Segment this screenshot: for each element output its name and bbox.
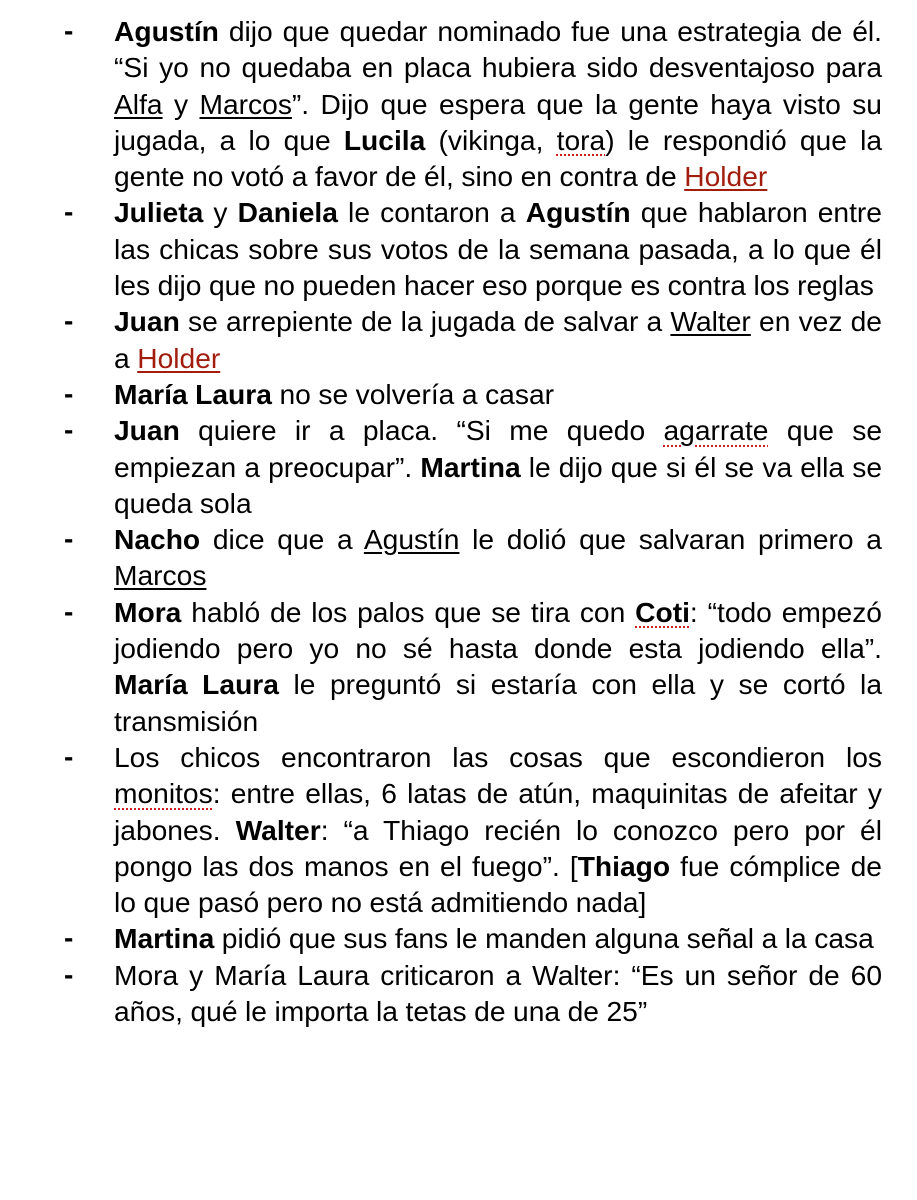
text-run: habló de los palos que se tira con: [181, 595, 636, 628]
list-item-text: [114, 739, 882, 920]
text-run: le preguntó si estaría con ella y se cortó la transmisión: [114, 668, 882, 737]
text-run: y: [203, 196, 238, 229]
spellcheck-word: tora: [556, 123, 606, 156]
bold-spellcheck-word: Coti: [635, 595, 690, 628]
list-item-text: [114, 194, 882, 303]
bold-name: Julieta: [114, 196, 204, 229]
text-run: : “a Thiago recién lo conozco pero por él pongo las dos manos en el fuego”. [: [114, 813, 882, 882]
bold-name: Walter: [235, 813, 321, 846]
text-run: fue cómplice de lo que pasó pero no está admitiendo nada]: [114, 849, 882, 919]
text-run: ”. Dijo que espera que la gente haya visto su jugada, a lo que: [114, 87, 882, 156]
bold-name: Thiago: [577, 849, 671, 882]
list-item: [0, 194, 917, 303]
list-item-text: [114, 13, 882, 194]
text-run: Los chicos encontraron las cosas que escondieron los: [114, 740, 882, 773]
bold-name: Lucila: [343, 123, 426, 156]
bold-name: Mora: [114, 595, 182, 628]
list-item: [0, 739, 917, 920]
text-run: que se empiezan a preocupar”.: [114, 414, 883, 483]
list-item-text: [114, 594, 882, 739]
bold-name: Agustín: [114, 15, 219, 47]
bold-name: Agustín: [525, 196, 631, 229]
underlined-name: Alfa: [114, 87, 163, 120]
underlined-name: Walter: [670, 305, 751, 338]
list-item-text: [114, 521, 882, 594]
bold-name: Juan: [114, 414, 180, 447]
list-item: [0, 957, 917, 1030]
text-run: Mora y María Laura criticaron a Walter: “Es un señor de 60 años, qué le importa la tetas de una de 25”: [114, 958, 882, 1028]
list-item: [0, 376, 917, 412]
text-run: le contaron a: [337, 196, 526, 229]
text-run: que hablaron entre las chicas sobre sus votos de la semana pasada, a lo que él les dijo que no pueden hacer eso porque es contra los reglas: [114, 196, 882, 302]
list-item-text: [114, 303, 882, 376]
bullet-dash: -: [64, 922, 74, 954]
underlined-name: Agustín: [363, 523, 460, 556]
bold-name: Juan: [114, 305, 180, 338]
text-run: : entre ellas, 6 latas de atún, maquinitas de afeitar y jabones.: [114, 777, 882, 846]
bullet-dash: -: [64, 595, 74, 627]
list-item: [0, 13, 917, 194]
list-item: [0, 594, 917, 739]
text-run: no se volvería a casar: [271, 377, 555, 410]
bullet-dash: -: [64, 196, 74, 228]
bold-name: María Laura: [114, 668, 279, 701]
bullet-dash: -: [64, 414, 74, 446]
text-run: en vez de a: [114, 305, 882, 374]
text-run: dice que a: [200, 523, 364, 556]
list-item: [0, 303, 917, 376]
text-run: le dijo que si él se va ella se queda sola: [114, 450, 882, 519]
list-item: [0, 412, 917, 521]
bullet-dash: -: [64, 740, 74, 772]
bullet-dash: -: [64, 377, 74, 409]
list-item-text: [114, 376, 882, 412]
bullet-dash: -: [64, 305, 74, 337]
list-item: [0, 521, 917, 594]
text-run: le dolió que salvaran primero a: [459, 523, 882, 556]
bullet-dash: -: [64, 15, 74, 46]
bold-name: Nacho: [114, 523, 201, 556]
bullet-dash: -: [64, 523, 74, 555]
list-item-text: [114, 920, 882, 956]
text-run: y: [162, 87, 200, 120]
underlined-name: Marcos: [114, 559, 207, 592]
bold-name: Martina: [114, 922, 215, 955]
text-run: dijo que quedar nominado fue una estrategia de él. “Si yo no quedaba en placa hubiera sido desventajoso para: [114, 15, 882, 84]
bullet-list: [0, 13, 917, 1029]
bold-name: María Laura: [114, 377, 272, 410]
spellcheck-word: agarrate: [663, 414, 769, 447]
text-run: (vikinga,: [425, 123, 557, 156]
spellcheck-word: monitos: [114, 777, 213, 810]
text-run: : “todo empezó jodiendo pero yo no sé hasta donde esta jodiendo ella”.: [114, 595, 882, 665]
text-run: ) le respondió que la gente no votó a favor de él, sino en contra de: [114, 123, 883, 193]
list-item: [0, 920, 917, 956]
bold-name: Daniela: [237, 196, 338, 229]
list-item-text: [114, 957, 882, 1030]
text-run: pidió que sus fans le manden alguna señal a la casa: [214, 922, 874, 955]
bold-name: Martina: [420, 450, 521, 483]
text-run: quiere ir a placa. “Si me quedo: [179, 414, 664, 447]
hyperlink[interactable]: Holder: [137, 341, 221, 374]
list-item-text: [114, 412, 882, 521]
bullet-dash: -: [64, 958, 74, 990]
text-run: se arrepiente de la jugada de salvar a: [179, 305, 671, 338]
underlined-name: Marcos: [199, 87, 292, 120]
hyperlink[interactable]: Holder: [684, 160, 768, 193]
